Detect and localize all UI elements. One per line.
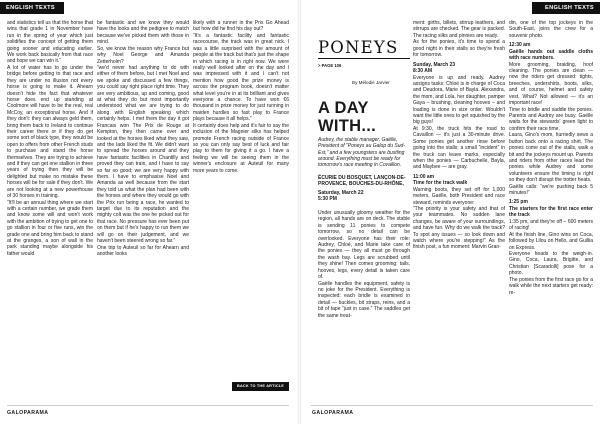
paragraph: One trip to Auteuil so far for Ahearn and another looks xyxy=(97,244,189,257)
paragraph: A lot of water has to go under the bridge before getting to that race and they are under no illusion not every horse is going to make it. Ahearn doesn't hide the fact that whatever horse does end up standing at Coolmore will have to be the real, real McCoy, an exceptional horse. And if they don't: they can always geld them, bring them back to Ireland to continue their career there or if they do get some sort of black type, they would be open to offers from other French studs to purchase and stand the horse themselves. They are trying to achieve and if they can get one stallion in three years of trying then they will be delighted but make no mistake these horses will be for sale if they don't. We are not looking at a new powerhouse of 30 horses in training. xyxy=(7,64,93,200)
paragraph: Everyone heads to the weigh-in. Gino, Coca, Laura, Brigitte, and Christian [Scaradolli] pose for a photo. xyxy=(509,251,593,277)
left-column-2 xyxy=(97,20,189,404)
paragraph: din, one of the top jockeys in the South-East, joins the crew for a souvenir photo. xyxy=(509,20,593,39)
day1-heading: Saturday, March 22 xyxy=(318,189,364,196)
paragraph: Time to bridle and saddle the ponies. Parents and Audrey are busy. Gaëlle waits for the stewards' green light to confirm their race time. xyxy=(509,106,593,132)
section-tab-right: ENGLISH TEXTS xyxy=(532,2,600,14)
right-column-1-body xyxy=(318,210,410,404)
paragraph: “we'd never had anything to do with either of them before, but I met Noel and we spoke and discussed a few things, you could say right place right time. They are very ambitious, up and coming, good at what they do but most importantly understood what we are trying to do along with English speaking which certainly helps. I met them the day it got Francais won The Prix de Rouge at Kempton, they then came over and looked at the horses liked what they saw, and the lads liked the fit. We didn't want to spread the horses around and they have fantastic facilities in Chantilly and proved they can train, and I have to say so far so good; we are very happy with them. I have to emphasise Noel and Amanda as well because from the start they told us what the plan had been with the horses and where they would go with the Prix run being a race, he wanted to target due to its reputation and the mighty colt was the one he picked out for that race. No pressure has ever been put on them but if he's happy to run them we will go on their judgement, and we haven't been steered wrong so far.” xyxy=(97,65,189,244)
paragraph: So, we know the reason why France but why Noel George and Amanda Zetterholm? xyxy=(97,45,189,65)
paragraph: “It's a fantastic facility and fantastic racecourse, the track was in great nick. I was a little surprised with the amount of people at the track but that's just the shape in which racing is in right now. We were really well looked after on the day and I was impressed with it and I can't not mention how good the prize money is across the program book, doesn't matter what level you're in at its brilliant and gives everyone a chance. To have won €6 thousand in prize money for just running in maiden hurdles so fast play to France plays because it all helps.” xyxy=(193,32,289,123)
page-gutter xyxy=(298,0,301,424)
race-walk-heading: Time for the track walk xyxy=(413,180,468,187)
paragraph: “The priority is your safety and that of your teammates. No sudden lane changes, be aware of your surroundings, and have fun. Why do we walk the track? To spot any issues — so look down and watch where you're stepping!” As the finish post, a fun moment: Marvin Gran- xyxy=(413,206,505,251)
page-reference: > PAGE 106 xyxy=(318,63,342,68)
location-heading: ÉCURIE DU BOSQUET, LANÇON-DE-PROVENCE, BOUCHES-DU-RHÔNE, xyxy=(318,175,406,188)
byline: By Mélodie Jarvier xyxy=(352,80,390,85)
footer-rule-left xyxy=(7,405,289,406)
paragraph: “It'll be an annual thing where we start with a certain number, we grade them and know some will and won't work with the ambition of trying to get one to go stallion in four or five runs, win the grade one and bring him back to stand at the granges, a son of wall in the park standing maybe alongside his father would xyxy=(7,199,93,257)
paragraph: likely with a runner in the Prix Go Ahead but how did he find his day out? xyxy=(193,20,289,33)
paragraph: More grooming, braiding, hoof cleaning. The ponies are clean — now the riders get dressed: tights, breeches, undershirts, boots, silks, and of course, helmet and safety vest. What? Not allowed — it's an important race! xyxy=(509,61,593,107)
day1-time: 5:30 PM xyxy=(318,195,337,202)
day2-heading: Sunday, March 23 xyxy=(413,61,456,68)
back-to-article-button[interactable]: BACK TO THE ARTICLE xyxy=(232,382,289,391)
paragraph: The ponies from the first race go for a walk while the next starters get ready: re- xyxy=(509,276,593,296)
noon-time: 12:30 am xyxy=(509,42,531,49)
paragraph: Laura, Gino's mom, hurriedly sews a button back onto a racing shirt. The ponies come out of the stalls, walk a bit and the jockeys mount up. Parents and riders from other races lead the ponies while Audrey and some volunteers ensure the timing is right so they don't disrupt the trotter heats. xyxy=(509,132,593,184)
paragraph: Under unusually gloomy weather for the region, all hands are on deck. The stable is sending 11 ponies to compete tomorrow, so no detail can be overlooked. Everyone has their role: Audrey, Chloé, and Marie take care of the ponies — they all must go through the wash bay. Legs are scrubbed until they shine! Then comes grooming: tails, hooves, legs, every detail is taken care of. xyxy=(318,210,410,281)
footer-brand-left: GALOPARAMA xyxy=(7,410,49,416)
article-headline: A DAY WITH... xyxy=(318,99,377,135)
footer-brand-right: GALOPARAMA xyxy=(312,410,354,416)
paragraph: Gaëlle handles the equipment, safety is no joke for the President. Everything is inspected: each bridle is examined in detail — buckles, bit straps, reins, and a bit of tape “just in case.” The saddles get the same treat- xyxy=(318,280,410,319)
footer-rule-right xyxy=(310,405,593,406)
day2-time: 8:30 AM xyxy=(413,68,432,75)
paragraph: It certainly does help and it's fair to say the inclusion of the Magnier silks has helped promote French racing outside of France so you can only say best of luck and fair play to them for giving it a go. I have a feeling we will be seeing them in the winner's enclosure at Auteuil for many more years to come. xyxy=(193,122,289,174)
paragraph: ment: girths, billets, stirrup leathers, and stirrups are checked. The gear is packed. The racing silks and pinnies are ready. xyxy=(413,20,505,39)
standfirst: Audrey, the stable manager, Gaëlle, President of “Poneys au Galop du Sud-Est,” and a few youngsters are bustling around. Everything must be ready for tomorrow's race meeting in Covaillon. xyxy=(318,137,405,169)
paragraph: As for the ponies, it's time to spend a good night in their stalls so they're fresh for tomorrow. xyxy=(413,39,505,59)
section-tab-left: ENGLISH TEXTS xyxy=(0,2,64,14)
race-walk-time: 11:00 am xyxy=(413,173,435,180)
right-column-2 xyxy=(413,20,505,404)
paragraph: Gaëlle calls: “we're pushing back 5 minutes!” xyxy=(509,183,593,197)
left-column-3 xyxy=(193,20,289,404)
paragraph: and statistics tell us that the horse that wins that grade 1 in November have run in the spring of year which just solidifies the concept of getting them going sooner and educating earlier. We work back basically from that race and hope we can win it.” xyxy=(7,20,93,65)
paragraph: At 9:30, the truck hits the road to Cavaillon — it's just a 30-minute drive. Some ponies get another rinse before going into the stalls; a small “incident” in the truck can leave marks, especially when the ponies — Carbuchelle, Bayla, and Maybee — are gray. xyxy=(413,125,505,171)
race-start-heading: The starters for the first race enter the track xyxy=(509,205,593,219)
paragraph: Everyone is up and ready. Audrey assigns tasks: Chloé is in charge of Coca and Deudora, Marie of Bayla. Alexandra, the mom, and Lola, her daughter, pamper Gaya – brushing, cleaning hooves – and loading is done in size order. Wouldn't want the little ones to get squished by the big guys! xyxy=(413,74,505,126)
location-and-date xyxy=(318,175,410,202)
paragraph: At the finish line, Gino wins on Coca, followed by Lilou on Hello, and Guillia on Express. xyxy=(509,231,593,251)
paragraph: Warning boots, they set off for 1,000 meters. Gaëlle, both President and race steward, reminds everyone: xyxy=(413,186,505,206)
paragraph: be fantastic and we know they would have the looks and the pedigree to match because we've picked them with those in mind. xyxy=(97,20,189,46)
right-column-3 xyxy=(509,20,593,404)
publication-title: PONEYS xyxy=(318,38,399,57)
title-rule xyxy=(318,58,410,59)
race-start-time: 1:25 pm xyxy=(509,199,528,206)
noon-heading: Gaëlle hands out saddle cloths with race numbers. xyxy=(509,48,593,62)
left-column-1 xyxy=(7,20,93,404)
paragraph: 1:35 pm, and they're off – 600 meters of racing! xyxy=(509,218,593,232)
